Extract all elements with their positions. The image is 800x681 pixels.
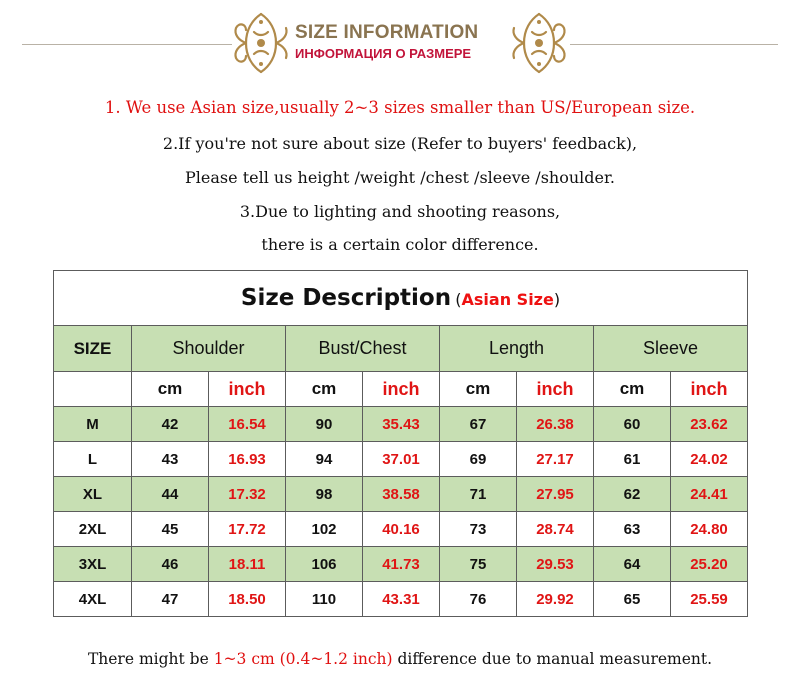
table-title: Size Description bbox=[240, 285, 452, 311]
table-subtitle: Asian Size bbox=[461, 290, 554, 309]
note-not-sure: 2.If you're not sure about size (Refer to buyers' feedback), bbox=[162, 134, 638, 153]
cm-value-cell: 60 bbox=[594, 407, 671, 442]
inch-value-cell: 27.17 bbox=[517, 442, 594, 477]
cm-value-cell: 46 bbox=[132, 547, 209, 582]
unit-cm: cm bbox=[440, 372, 517, 407]
inch-value-cell: 41.73 bbox=[363, 547, 440, 582]
cm-value-cell: 71 bbox=[440, 477, 517, 512]
size-cell: L bbox=[54, 442, 132, 477]
inch-value-cell: 29.92 bbox=[517, 582, 594, 617]
banner-rule-left bbox=[22, 44, 232, 45]
cm-value-cell: 102 bbox=[286, 512, 363, 547]
note-lighting: 3.Due to lighting and shooting reasons, bbox=[239, 202, 561, 221]
unit-inch: inch bbox=[517, 372, 594, 407]
table-unit-row bbox=[54, 372, 748, 407]
unit-cm: cm bbox=[286, 372, 363, 407]
size-info-banner bbox=[0, 0, 800, 80]
inch-value-cell: 17.32 bbox=[209, 477, 286, 512]
inch-value-cell: 24.41 bbox=[671, 477, 748, 512]
measurement-note-prefix: There might be bbox=[87, 650, 214, 668]
table-header-row bbox=[54, 326, 748, 372]
inch-value-cell: 25.59 bbox=[671, 582, 748, 617]
table-row bbox=[54, 582, 748, 617]
cm-value-cell: 65 bbox=[594, 582, 671, 617]
table-row bbox=[54, 407, 748, 442]
table-title-cell bbox=[54, 271, 748, 326]
inch-value-cell: 27.95 bbox=[517, 477, 594, 512]
cm-value-cell: 45 bbox=[132, 512, 209, 547]
header-sleeve: Sleeve bbox=[594, 326, 748, 372]
cm-value-cell: 98 bbox=[286, 477, 363, 512]
measurement-note bbox=[0, 650, 800, 668]
size-cell: 2XL bbox=[54, 512, 132, 547]
inch-value-cell: 24.02 bbox=[671, 442, 748, 477]
header-shoulder: Shoulder bbox=[132, 326, 286, 372]
cm-value-cell: 64 bbox=[594, 547, 671, 582]
inch-value-cell: 26.38 bbox=[517, 407, 594, 442]
inch-value-cell: 43.31 bbox=[363, 582, 440, 617]
cm-value-cell: 61 bbox=[594, 442, 671, 477]
cm-value-cell: 94 bbox=[286, 442, 363, 477]
inch-value-cell: 16.93 bbox=[209, 442, 286, 477]
cm-value-cell: 43 bbox=[132, 442, 209, 477]
header-length: Length bbox=[440, 326, 594, 372]
table-row bbox=[54, 547, 748, 582]
inch-value-cell: 17.72 bbox=[209, 512, 286, 547]
note-color-difference: there is a certain color difference. bbox=[261, 235, 539, 254]
table-row bbox=[54, 442, 748, 477]
cm-value-cell: 47 bbox=[132, 582, 209, 617]
cm-value-cell: 110 bbox=[286, 582, 363, 617]
cm-value-cell: 69 bbox=[440, 442, 517, 477]
cm-value-cell: 67 bbox=[440, 407, 517, 442]
inch-value-cell: 35.43 bbox=[363, 407, 440, 442]
size-rows bbox=[54, 407, 748, 617]
unit-inch: inch bbox=[363, 372, 440, 407]
measurement-note-range: 1~3 cm (0.4~1.2 inch) bbox=[213, 650, 393, 668]
inch-value-cell: 37.01 bbox=[363, 442, 440, 477]
note-tell-us: Please tell us height /weight /chest /sleeve /shoulder. bbox=[185, 168, 615, 187]
ornament-right-icon bbox=[508, 10, 570, 76]
header-bust-chest: Bust/Chest bbox=[286, 326, 440, 372]
cm-value-cell: 63 bbox=[594, 512, 671, 547]
title-paren-close: ) bbox=[553, 290, 561, 309]
inch-value-cell: 40.16 bbox=[363, 512, 440, 547]
cm-value-cell: 75 bbox=[440, 547, 517, 582]
unit-blank bbox=[54, 372, 132, 407]
header-size: SIZE bbox=[54, 326, 132, 372]
unit-cm: cm bbox=[594, 372, 671, 407]
inch-value-cell: 38.58 bbox=[363, 477, 440, 512]
ornament-left-icon bbox=[230, 10, 292, 76]
table-row bbox=[54, 477, 748, 512]
banner-rule-right bbox=[570, 44, 778, 45]
inch-value-cell: 24.80 bbox=[671, 512, 748, 547]
inch-value-cell: 18.50 bbox=[209, 582, 286, 617]
measurement-note-suffix: difference due to manual measurement. bbox=[392, 650, 713, 668]
cm-value-cell: 76 bbox=[440, 582, 517, 617]
unit-inch: inch bbox=[209, 372, 286, 407]
size-cell: 4XL bbox=[54, 582, 132, 617]
inch-value-cell: 16.54 bbox=[209, 407, 286, 442]
title-paren-open: ( bbox=[455, 290, 462, 309]
inch-value-cell: 18.11 bbox=[209, 547, 286, 582]
table-title-row bbox=[54, 271, 748, 326]
cm-value-cell: 90 bbox=[286, 407, 363, 442]
cm-value-cell: 44 bbox=[132, 477, 209, 512]
inch-value-cell: 25.20 bbox=[671, 547, 748, 582]
cm-value-cell: 62 bbox=[594, 477, 671, 512]
note-asian-size: 1. We use Asian size,usually 2~3 sizes smaller than US/European size. bbox=[104, 98, 696, 117]
cm-value-cell: 73 bbox=[440, 512, 517, 547]
size-cell: 3XL bbox=[54, 547, 132, 582]
size-cell: XL bbox=[54, 477, 132, 512]
cm-value-cell: 106 bbox=[286, 547, 363, 582]
cm-value-cell: 42 bbox=[132, 407, 209, 442]
banner-title: SIZE INFORMATION bbox=[295, 22, 479, 43]
banner-subtitle: ИНФОРМАЦИЯ О РАЗМЕРЕ bbox=[295, 46, 472, 61]
unit-cm: cm bbox=[132, 372, 209, 407]
table-row bbox=[54, 512, 748, 547]
size-table bbox=[53, 270, 748, 617]
size-cell: M bbox=[54, 407, 132, 442]
inch-value-cell: 23.62 bbox=[671, 407, 748, 442]
inch-value-cell: 29.53 bbox=[517, 547, 594, 582]
inch-value-cell: 28.74 bbox=[517, 512, 594, 547]
unit-inch: inch bbox=[671, 372, 748, 407]
